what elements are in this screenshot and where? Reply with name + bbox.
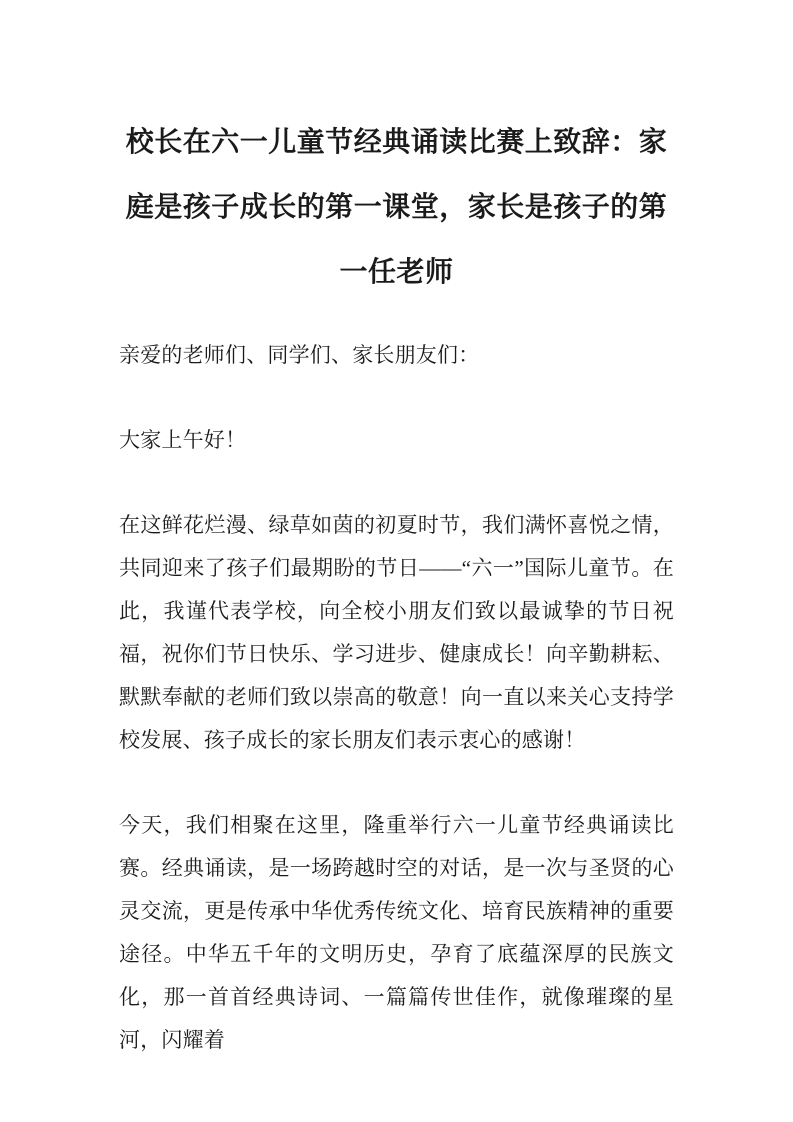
paragraph-festival-wishes: 在这鲜花烂漫、绿草如茵的初夏时节，我们满怀喜悦之情，共同迎来了孩子们最期盼的节日——“六一”国际儿童节。在此，我谨代表学校，向全校小朋友们致以最诚挚的节日祝福，祝你们节日快乐、学习进步、健康成长！向辛勤耕耘、默默奉献的老师们致以崇高的敬意！向一直以来关心支持学校发展、孩子成长的家长朋友们表示衷心的感谢！: [119, 513, 674, 752]
document-title: 校长在六一儿童节经典诵读比赛上致辞：家庭是孩子成长的第一课堂，家长是孩子的第一任老师: [125, 127, 668, 288]
document-body: [119, 334, 674, 1062]
paragraph-recitation-intro: 今天，我们相聚在这里，隆重举行六一儿童节经典诵读比赛。经典诵读，是一场跨越时空的对话，是一次与圣贤的心灵交流，更是传承中华优秀传统文化、培育民族精神的重要途径。中华五千年的文明历史，孕育了底蕴深厚的民族文化，那一首首经典诗词、一篇篇传世佳作，就像璀璨的星河，闪耀着: [119, 813, 674, 1052]
paragraph-salutation: 大家上午好！: [119, 428, 247, 452]
paragraph-greeting: 亲爱的老师们、同学们、家长朋友们：: [119, 343, 480, 367]
